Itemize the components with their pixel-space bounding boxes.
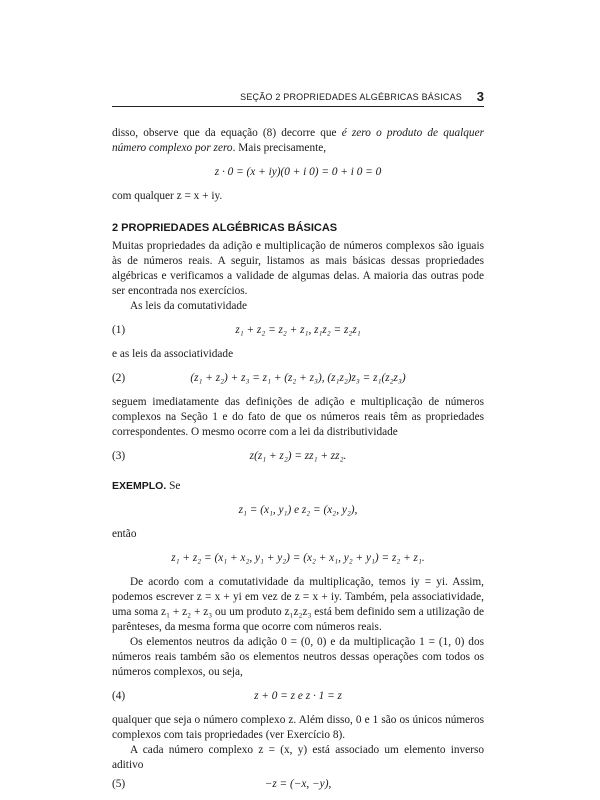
equation-number: (5)	[112, 778, 126, 790]
example-label: EXEMPLO.	[112, 480, 167, 492]
header-title: SEÇÃO 2 PROPRIEDADES ALGÉBRICAS BÁSICAS	[240, 92, 462, 102]
text-run: . Mais precisamente,	[232, 142, 327, 154]
equation-text: z(z₁ + z₂) = zz₁ + zz₂.	[249, 450, 347, 462]
paragraph-properties: Muitas propriedades da adição e multiplicação de números complexos são iguais às de números reais. A seguir, listamos as mais básicas dessas propriedades algébricas e verificamos a validade de algumas delas. A maioria das outras pode ser encontrada nos exercícios.	[112, 240, 484, 297]
equation-text: (z₁ + z₂) + z₃ = z₁ + (z₂ + z₃), (z₁z₂)z₃ = z₁(z₂z₃)	[190, 372, 406, 384]
example-heading	[112, 479, 484, 494]
equation-text: z₁ + z₂ = z₂ + z₁, z₁z₂ = z₂z₁	[235, 324, 361, 336]
paragraph-unique: qualquer que seja o número complexo z. Além disso, 0 e 1 são os únicos números complexos com tais propriedades (ver Exercício 8).	[112, 714, 484, 741]
equation-example-1	[112, 503, 484, 518]
paragraph-additive-inverse: A cada número complexo z = (x, y) está associado um elemento inverso aditivo	[112, 744, 484, 771]
equation-number: (3)	[112, 450, 126, 462]
page-number: 3	[476, 89, 484, 104]
running-header	[112, 89, 484, 107]
text-run: Se	[166, 480, 181, 492]
text-run: disso, observe que da equação (8) decorre que	[112, 127, 342, 139]
equation-5	[112, 777, 484, 792]
equation-text: z · 0 = (x + iy)(0 + i 0) = 0 + i 0 = 0	[214, 166, 382, 178]
paragraph-neutral-elements: Os elementos neutros da adição 0 = (0, 0) e da multiplicação 1 = (1, 0) dos números reais também são os elementos neutros dessas operações com todos os números complexos, ou seja,	[112, 636, 484, 678]
equation-text: z + 0 = z e z · 1 = z	[254, 690, 342, 702]
paragraph-intro	[112, 126, 484, 156]
text-column	[112, 126, 484, 796]
paragraph-then: então	[112, 528, 137, 540]
equation-1	[112, 323, 484, 338]
equation-example-2	[112, 551, 484, 566]
equation-3	[112, 449, 484, 464]
equation-4	[112, 689, 484, 704]
equation-text: z₁ = (x₁, y₁) e z₂ = (x₂, y₂),	[238, 504, 358, 516]
equation-zero-product	[112, 165, 484, 180]
paragraph-commutative-mult: De acordo com a comutatividade da multiplicação, temos iy = yi. Assim, podemos escrever z = x + yi em vez de z = x + iy. Também, pela associatividade, uma soma z₁ + z₂ + z₃ ou um produto z₁z₂z₃ está bem definido sem a utilização de parênteses, da mesma forma que ocorre com números reais.	[112, 576, 484, 633]
equation-2	[112, 371, 484, 386]
paragraph-follow: seguem imediatamente das definições de adição e multiplicação de números complexos na Seção 1 e do fato de que os números reais têm as propriedades correspondentes. O mesmo ocorre com a lei da distributividade	[112, 396, 484, 438]
paragraph-associativity: e as leis da associatividade	[112, 348, 234, 360]
section-heading: 2 PROPRIEDADES ALGÉBRICAS BÁSICAS	[112, 222, 338, 234]
equation-number: (2)	[112, 372, 126, 384]
emphasis-text: é zero o produto de qualquer número complexo por zero	[112, 127, 484, 154]
equation-text: −z = (−x, −y),	[264, 778, 332, 790]
paragraph-commutativity: As leis da comutatividade	[130, 300, 248, 312]
paragraph-any-z: com qualquer z = x + iy.	[112, 190, 223, 202]
equation-text: z₁ + z₂ = (x₁ + x₂, y₁ + y₂) = (x₂ + x₁, y₂ + y₁) = z₂ + z₁.	[171, 552, 425, 564]
equation-number: (1)	[112, 324, 126, 336]
equation-number: (4)	[112, 690, 126, 702]
